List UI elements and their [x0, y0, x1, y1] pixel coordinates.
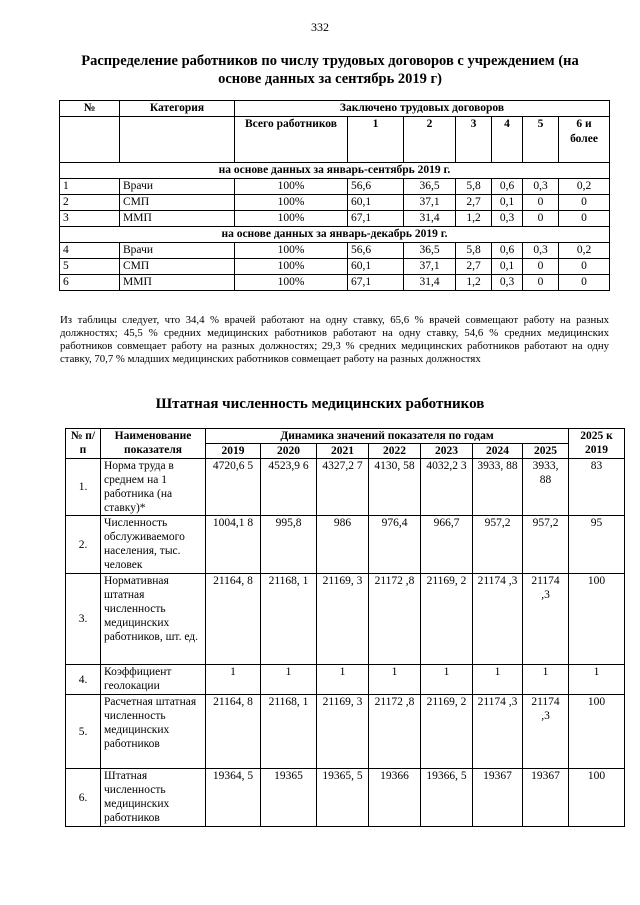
row-v5: 0 [523, 275, 559, 291]
row-value: 19366, 5 [421, 769, 473, 827]
row-v3: 2,7 [456, 195, 492, 211]
row-value: 4130, 58 [369, 459, 421, 516]
row-v5: 0,3 [523, 179, 559, 195]
row-v2: 31,4 [404, 275, 456, 291]
row-v3: 1,2 [456, 211, 492, 227]
row-value: 976,4 [369, 516, 421, 574]
row-value: 19365, 5 [317, 769, 369, 827]
section-row [60, 163, 610, 179]
header-total: Всего работников [235, 117, 348, 163]
row-value: 21172 ,8 [369, 695, 421, 769]
row-value: 3933, 88 [473, 459, 523, 516]
section-jan-dec: на основе данных за январь-декабрь 2019 г. [60, 227, 610, 243]
header-c5: 5 [523, 117, 559, 163]
row-value: 4523,9 6 [261, 459, 317, 516]
row-v2: 36,5 [404, 243, 456, 259]
row-v3: 5,8 [456, 179, 492, 195]
table-row [66, 665, 625, 695]
row-no: 1. [66, 459, 101, 516]
header-indicator: Наименование показателя [101, 429, 206, 459]
header-dynamics: Динамика значений показателя по годам [206, 429, 569, 444]
row-total: 100% [235, 179, 348, 195]
row-value: 995,8 [261, 516, 317, 574]
row-v1: 67,1 [348, 211, 404, 227]
row-value: 21174 ,3 [473, 695, 523, 769]
header-c1: 1 [348, 117, 404, 163]
row-no: 4. [66, 665, 101, 695]
contracts-subheader-row [60, 117, 610, 163]
header-c6-line1: 6 и [576, 118, 592, 130]
row-total: 100% [235, 259, 348, 275]
row-v4: 0,1 [492, 195, 523, 211]
row-value: 19367 [523, 769, 569, 827]
row-no: 3 [60, 211, 120, 227]
row-ratio: 100 [569, 769, 625, 827]
row-value: 1 [317, 665, 369, 695]
row-v6: 0 [559, 195, 610, 211]
row-v4: 0,6 [492, 243, 523, 259]
row-value: 4032,2 3 [421, 459, 473, 516]
row-v5: 0 [523, 211, 559, 227]
row-indicator: Нормативная штатная численность медицинских работников, шт. ед. [101, 574, 206, 665]
row-value: 21164, 8 [206, 695, 261, 769]
row-value: 1 [261, 665, 317, 695]
row-value: 19364, 5 [206, 769, 261, 827]
row-value: 1004,1 8 [206, 516, 261, 574]
row-no: 5 [60, 259, 120, 275]
row-indicator: Численность обслуживаемого населения, тыс. человек [101, 516, 206, 574]
row-value: 19366 [369, 769, 421, 827]
row-value: 21168, 1 [261, 574, 317, 665]
row-v4: 0,6 [492, 179, 523, 195]
row-no: 6 [60, 275, 120, 291]
row-v6: 0 [559, 275, 610, 291]
header-category: Категория [120, 101, 235, 117]
header-no: № [60, 101, 120, 117]
year-2025: 2025 [523, 444, 569, 459]
year-2020: 2020 [261, 444, 317, 459]
row-v2: 36,5 [404, 179, 456, 195]
staffing-title: Штатная численность медицинских работников [155, 396, 485, 412]
row-total: 100% [235, 275, 348, 291]
row-no: 2 [60, 195, 120, 211]
row-category: Врачи [120, 179, 235, 195]
row-no: 2. [66, 516, 101, 574]
row-ratio: 83 [569, 459, 625, 516]
table-row [60, 195, 610, 211]
row-category: СМП [120, 195, 235, 211]
header-c4: 4 [492, 117, 523, 163]
row-v1: 60,1 [348, 259, 404, 275]
row-value: 21169, 3 [317, 695, 369, 769]
row-ratio: 1 [569, 665, 625, 695]
row-value: 4720,6 5 [206, 459, 261, 516]
row-value: 19365 [261, 769, 317, 827]
row-v4: 0,3 [492, 211, 523, 227]
row-value: 21174 ,3 [523, 574, 569, 665]
header-c6 [559, 117, 610, 163]
table-row [66, 459, 625, 516]
section-row [60, 227, 610, 243]
row-value: 957,2 [523, 516, 569, 574]
row-value: 1 [473, 665, 523, 695]
header-c6-line2: более [570, 133, 598, 145]
header-blank [60, 117, 120, 163]
year-2022: 2022 [369, 444, 421, 459]
table-row [66, 769, 625, 827]
row-value: 21174 ,3 [473, 574, 523, 665]
row-value: 957,2 [473, 516, 523, 574]
header-c3: 3 [456, 117, 492, 163]
year-2021: 2021 [317, 444, 369, 459]
row-v3: 2,7 [456, 259, 492, 275]
row-v5: 0 [523, 259, 559, 275]
row-no: 3. [66, 574, 101, 665]
row-v6: 0 [559, 211, 610, 227]
row-value: 1 [421, 665, 473, 695]
row-v2: 37,1 [404, 195, 456, 211]
row-ratio: 95 [569, 516, 625, 574]
row-v5: 0,3 [523, 243, 559, 259]
table-row [60, 243, 610, 259]
table-row [60, 211, 610, 227]
row-value: 986 [317, 516, 369, 574]
row-no: 1 [60, 179, 120, 195]
row-value: 21169, 3 [317, 574, 369, 665]
row-indicator: Расчетная штатная численность медицинских работников [101, 695, 206, 769]
row-category: ММП [120, 211, 235, 227]
contracts-table [59, 100, 610, 291]
staffing-table [65, 428, 625, 827]
row-v1: 56,6 [348, 243, 404, 259]
distribution-title-line1: Распределение работников по числу трудовых договоров с учреждением (на [81, 53, 579, 69]
row-total: 100% [235, 243, 348, 259]
year-2023: 2023 [421, 444, 473, 459]
row-ratio: 100 [569, 574, 625, 665]
section-jan-sep: на основе данных за январь-сентябрь 2019 г. [60, 163, 610, 179]
row-value: 1 [369, 665, 421, 695]
row-v4: 0,1 [492, 259, 523, 275]
row-v3: 1,2 [456, 275, 492, 291]
row-ratio: 100 [569, 695, 625, 769]
staffing-header-row [66, 429, 625, 444]
header-ratio: 2025 к 2019 [569, 429, 625, 459]
table-row [66, 695, 625, 769]
row-category: Врачи [120, 243, 235, 259]
row-no: 6. [66, 769, 101, 827]
distribution-title-line2: основе данных за сентябрь 2019 г) [218, 71, 442, 87]
year-2024: 2024 [473, 444, 523, 459]
row-v1: 67,1 [348, 275, 404, 291]
row-value: 3933, 88 [523, 459, 569, 516]
row-v2: 31,4 [404, 211, 456, 227]
header-blank [120, 117, 235, 163]
page-number: 332 [311, 20, 329, 34]
table-row [60, 275, 610, 291]
row-total: 100% [235, 195, 348, 211]
row-v1: 60,1 [348, 195, 404, 211]
year-2019: 2019 [206, 444, 261, 459]
row-v4: 0,3 [492, 275, 523, 291]
row-indicator: Штатная численность медицинских работников [101, 769, 206, 827]
distribution-title [50, 52, 610, 88]
table-row [66, 516, 625, 574]
row-v6: 0 [559, 259, 610, 275]
row-indicator: Норма труда в среднем на 1 работника (на ставку)* [101, 459, 206, 516]
row-v3: 5,8 [456, 243, 492, 259]
row-category: СМП [120, 259, 235, 275]
header-no: № п/п [66, 429, 101, 459]
row-v6: 0,2 [559, 179, 610, 195]
row-value: 21169, 2 [421, 574, 473, 665]
row-no: 5. [66, 695, 101, 769]
row-value: 1 [206, 665, 261, 695]
header-contracts: Заключено трудовых договоров [235, 101, 610, 117]
row-total: 100% [235, 211, 348, 227]
row-value: 21169, 2 [421, 695, 473, 769]
row-value: 21172 ,8 [369, 574, 421, 665]
row-value: 21164, 8 [206, 574, 261, 665]
row-indicator: Коэффициент геолокации [101, 665, 206, 695]
row-value: 19367 [473, 769, 523, 827]
row-value: 966,7 [421, 516, 473, 574]
row-no: 4 [60, 243, 120, 259]
row-value: 4327,2 7 [317, 459, 369, 516]
row-category: ММП [120, 275, 235, 291]
row-value: 21174 ,3 [523, 695, 569, 769]
row-value: 21168, 1 [261, 695, 317, 769]
row-v1: 56,6 [348, 179, 404, 195]
table-note: Из таблицы следует, что 34,4 % врачей работают на одну ставку, 65,6 % врачей совмещают работу на разных должностях; 45,5 % средних медицинских работников работают на одну ставку, 54,6 % средних медицинских работников совмещает работу на разных должностях; 29,3 % средних медицинских работников работают на одну ставку, 70,7 % младших медицинских работников совмещает работу на разных должностях [60, 314, 609, 365]
row-value: 1 [523, 665, 569, 695]
table-row [60, 259, 610, 275]
contracts-header-row [60, 101, 610, 117]
row-v6: 0,2 [559, 243, 610, 259]
row-v5: 0 [523, 195, 559, 211]
table-row [66, 574, 625, 665]
table-row [60, 179, 610, 195]
header-c2: 2 [404, 117, 456, 163]
row-v2: 37,1 [404, 259, 456, 275]
